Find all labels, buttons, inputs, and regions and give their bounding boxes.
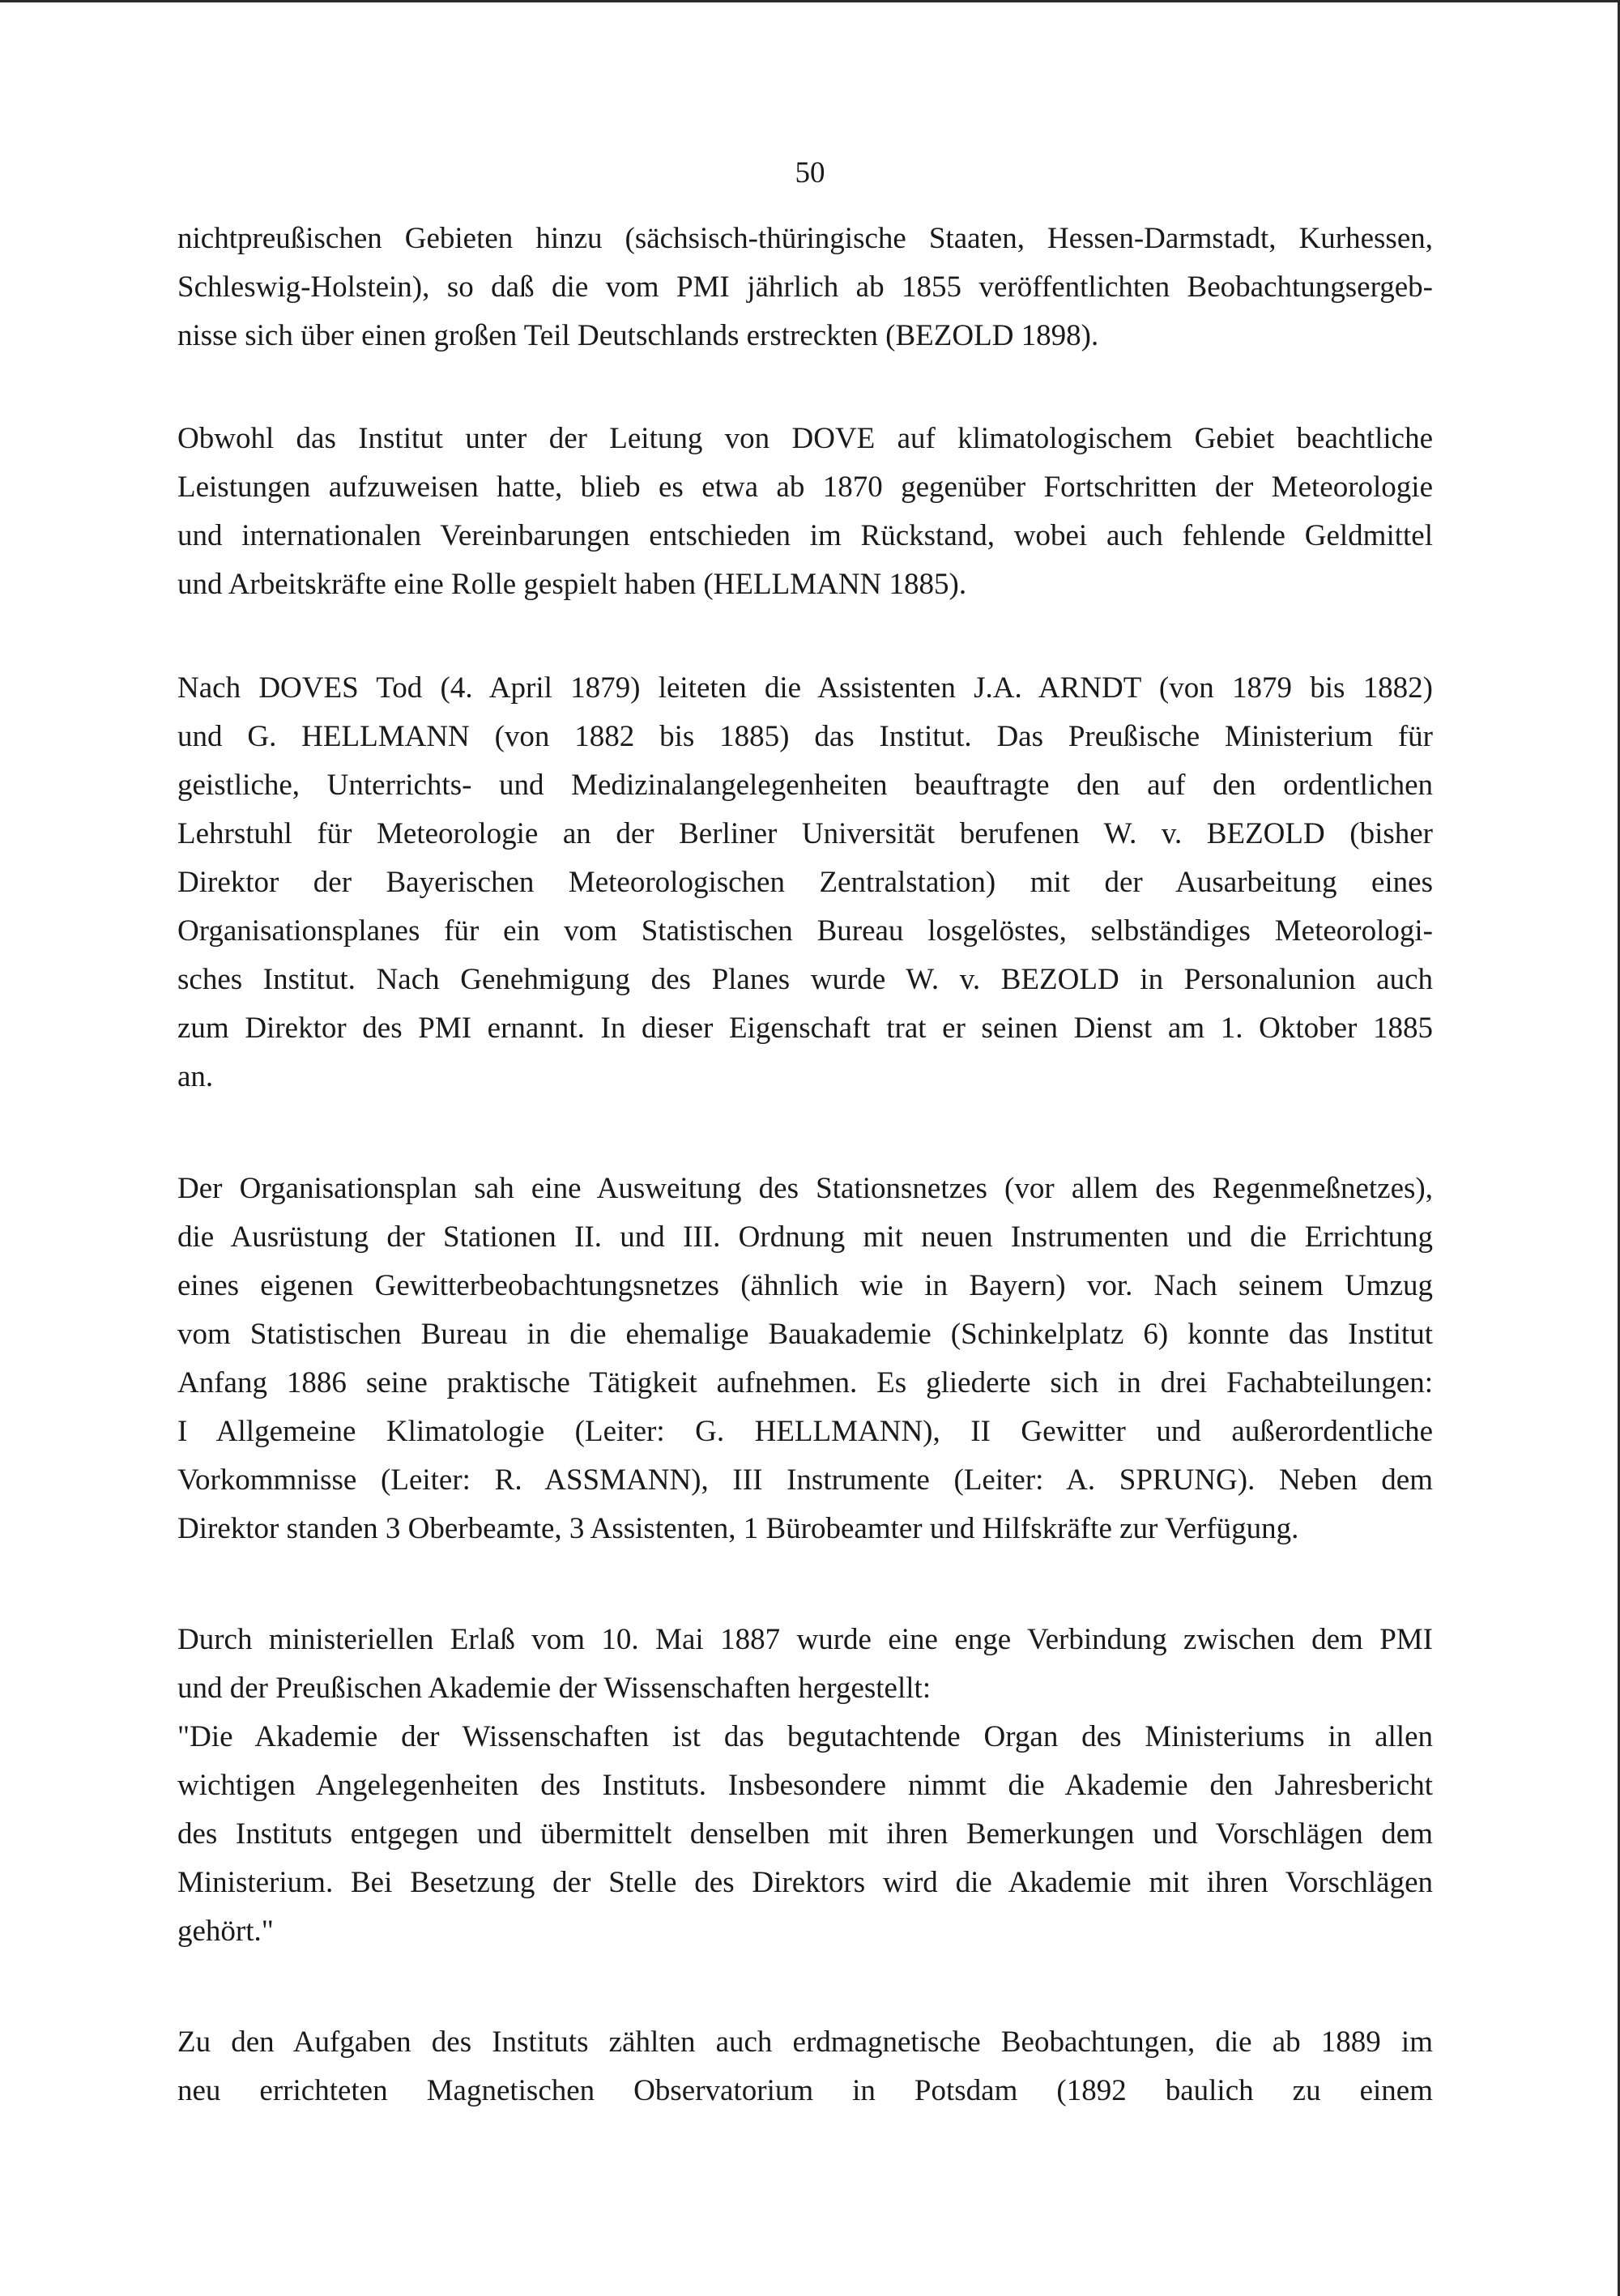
- text-line: Organisationsplanes für ein vom Statistischen Bureau losgelöstes, selbständiges Meteorologi-: [177, 914, 1433, 948]
- quote-line: gehört.": [177, 1915, 274, 1948]
- paragraph-2: [177, 415, 1433, 609]
- text-line: Nach DOVES Tod (4. April 1879) leiteten die Assistenten J.A. ARNDT (von 1879 bis 1882): [177, 671, 1433, 705]
- quote-line: des Instituts entgegen und übermittelt denselben mit ihren Bemerkungen und Vorschlägen dem: [177, 1817, 1433, 1851]
- text-line: sches Institut. Nach Genehmigung des Planes wurde W. v. BEZOLD in Personalunion auch: [177, 963, 1433, 996]
- text-line: an.: [177, 1060, 214, 1093]
- paragraph-1: [177, 215, 1433, 360]
- text-line: Obwohl das Institut unter der Leitung von DOVE auf klimatologischem Gebiet beachtliche: [177, 422, 1433, 455]
- paragraph-4: [177, 1165, 1433, 1553]
- text-line: Direktor standen 3 Oberbeamte, 3 Assistenten, 1 Bürobeamter und Hilfskräfte zur Verfügung.: [177, 1512, 1299, 1545]
- page-number: 50: [795, 156, 825, 190]
- text-line: und der Preußischen Akademie der Wissenschaften hergestellt:: [177, 1672, 932, 1705]
- text-line: und Arbeitskräfte eine Rolle gespielt haben (HELLMANN 1885).: [177, 568, 967, 601]
- paragraph-3: [177, 664, 1433, 1101]
- text-line: Vorkommnisse (Leiter: R. ASSMANN), III Instrumente (Leiter: A. SPRUNG). Neben dem: [177, 1463, 1433, 1497]
- text-line: geistliche, Unterrichts- und Medizinalangelegenheiten beauftragte den auf den ordentlichen: [177, 769, 1433, 802]
- paragraph-6: [177, 2018, 1433, 2115]
- text-line: nisse sich über einen großen Teil Deutschlands erstreckten (BEZOLD 1898).: [177, 319, 1099, 352]
- quote-line: "Die Akademie der Wissenschaften ist das begutachtende Organ des Ministeriums in allen: [177, 1720, 1433, 1753]
- text-line: Direktor der Bayerischen Meteorologischen Zentralstation) mit der Ausarbeitung eines: [177, 866, 1433, 899]
- paragraph-5: [177, 1616, 1433, 1956]
- text-line: Zu den Aufgaben des Instituts zählten auch erdmagnetische Beobachtungen, die ab 1889 im: [177, 2026, 1433, 2059]
- text-line: Lehrstuhl für Meteorologie an der Berliner Universität berufenen W. v. BEZOLD (bisher: [177, 817, 1433, 850]
- text-line: die Ausrüstung der Stationen II. und III. Ordnung mit neuen Instrumenten und die Errichtung: [177, 1220, 1433, 1254]
- text-line: Schleswig-Holstein), so daß die vom PMI jährlich ab 1855 veröffentlichten Beobachtungsergeb-: [177, 270, 1433, 304]
- text-line: Durch ministeriellen Erlaß vom 10. Mai 1887 wurde eine enge Verbindung zwischen dem PMI: [177, 1623, 1433, 1656]
- text-line: eines eigenen Gewitterbeobachtungsnetzes (ähnlich wie in Bayern) vor. Nach seinem Umzug: [177, 1269, 1433, 1302]
- text-line: zum Direktor des PMI ernannt. In dieser Eigenschaft trat er seinen Dienst am 1. Oktober 1885: [177, 1012, 1433, 1045]
- quote-line: wichtigen Angelegenheiten des Instituts. Insbesondere nimmt die Akademie den Jahresbericht: [177, 1769, 1433, 1802]
- text-line: Leistungen aufzuweisen hatte, blieb es etwa ab 1870 gegenüber Fortschritten der Meteorologie: [177, 471, 1433, 504]
- quote-line: Ministerium. Bei Besetzung der Stelle des Direktors wird die Akademie mit ihren Vorschlägen: [177, 1866, 1433, 1899]
- text-line: und G. HELLMANN (von 1882 bis 1885) das Institut. Das Preußische Ministerium für: [177, 720, 1433, 753]
- text-line: Der Organisationsplan sah eine Ausweitung des Stationsnetzes (vor allem des Regenmeßnetzes),: [177, 1172, 1433, 1205]
- text-line: I Allgemeine Klimatologie (Leiter: G. HELLMANN), II Gewitter und außerordentliche: [177, 1415, 1433, 1448]
- text-line: Anfang 1886 seine praktische Tätigkeit aufnehmen. Es gliederte sich in drei Fachabteilungen:: [177, 1366, 1433, 1399]
- text-line: neu errichteten Magnetischen Observatorium in Potsdam (1892 baulich zu einem: [177, 2074, 1433, 2107]
- text-line: nichtpreußischen Gebieten hinzu (sächsisch-thüringische Staaten, Hessen-Darmstadt, Kurhessen,: [177, 222, 1433, 255]
- text-line: vom Statistischen Bureau in die ehemalige Bauakademie (Schinkelplatz 6) konnte das Institut: [177, 1318, 1433, 1351]
- text-line: und internationalen Vereinbarungen entschieden im Rückstand, wobei auch fehlende Geldmittel: [177, 519, 1433, 552]
